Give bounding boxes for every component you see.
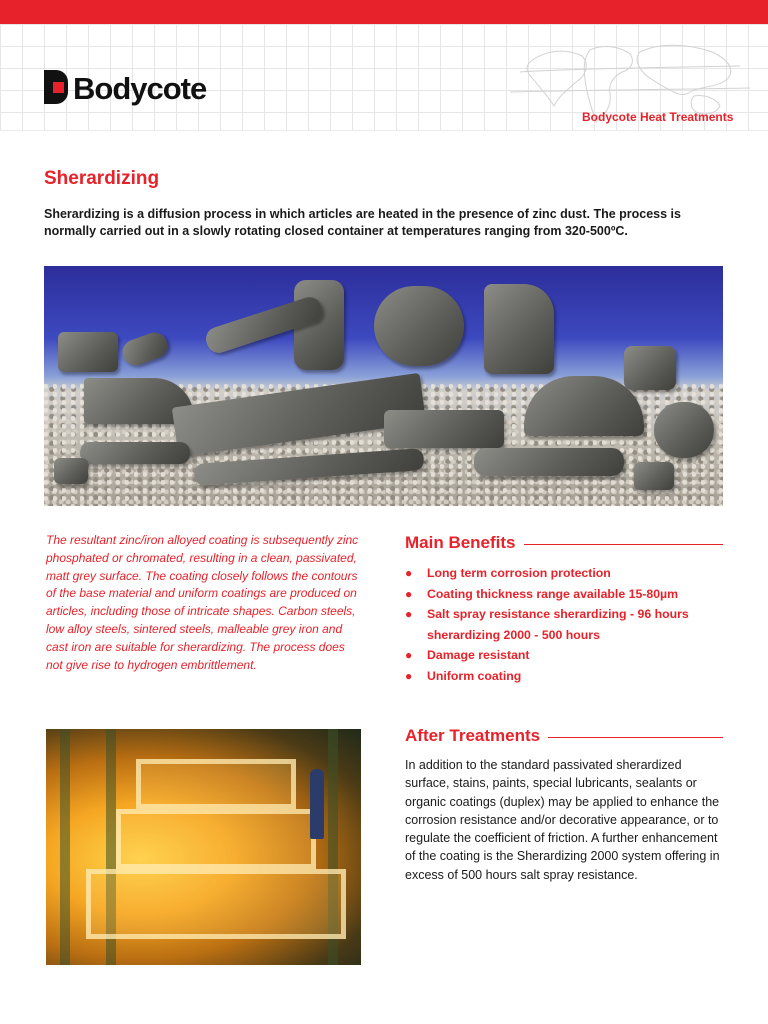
furnace-rack [136,759,296,809]
top-red-bar [0,0,768,24]
benefits-header [405,533,723,553]
after-treatments-header [405,726,723,746]
sherardized-parts-photo [44,266,723,506]
benefit-item: ● Salt spray resistance sherardizing - 96 hours [405,604,725,625]
benefits-rule [524,544,723,545]
benefits-list [405,563,725,686]
furnace-photo [46,729,361,965]
benefit-item-continuation: sherardizing 2000 - 500 hours [427,627,600,642]
benefits-heading: Main Benefits [405,533,516,552]
furnace-rack [86,869,346,939]
after-treatments-text: In addition to the standard passivated sherardized surface, stains, paints, special lubricants, sealants or organic coatings (duplex) may be applied to enhance the corrosion resistance and/or decorative appearance, or to regulate the coefficient of friction. A further enhancement of the coating is the Sherardizing 2000 system offering in excess of 500 hours salt spray resistance. [405,758,720,882]
after-treatments-heading: After Treatments [405,726,541,745]
part-pipe [374,286,464,366]
part-long-bolt [474,448,624,476]
bullet-icon: ● [405,586,413,601]
part-hex-nut [634,462,674,490]
coating-description: The resultant zinc/iron alloyed coating is subsequently zinc phosphated or chromated, resulting in a clean, passivated, matt grey surface. The coating closely follows the contours of the base material and uniform coatings are produced on articles, including those of intricate shapes. Carbon steels, low alloy steels, sintered steels, malleable grey iron and cast iron are suitable for sherardizing. The process does not give rise to hydrogen embrittlement. [46,533,359,672]
bodycote-logo [44,66,206,104]
worker-figure [310,769,324,839]
after-treatments-rule [548,737,723,738]
part-hook [119,329,171,369]
benefit-item: ● Damage resistant [405,645,725,666]
part-bracket [58,332,118,372]
part-nut [624,346,676,390]
intro-paragraph: Sherardizing is a diffusion process in which articles are heated in the presence of zinc dust. The process is normally carried out in a slowly rotating closed container at temperatures ranging from 320-500ºC. [44,207,681,238]
page-header [0,24,768,131]
part-clamp [484,284,554,374]
logo-wordmark: Bodycote [73,71,207,106]
benefit-item: ● Coating thickness range available 15-80µm [405,584,725,605]
part-small-nut [54,458,88,484]
bullet-icon: ● [405,668,413,683]
part-hinge [384,410,504,448]
furnace-rack [116,809,316,869]
benefit-item: ● Long term corrosion protection [405,563,725,584]
header-tagline: Bodycote Heat Treatments [582,110,734,124]
bullet-icon: ● [405,607,413,621]
bullet-icon: ● [405,648,413,662]
logo-mark-icon [44,70,72,104]
page-title: Sherardizing [44,168,160,189]
bullet-icon: ● [405,566,413,580]
part-bolt [80,442,190,464]
part-ring [654,402,714,458]
benefit-item: ● Uniform coating [405,666,725,687]
